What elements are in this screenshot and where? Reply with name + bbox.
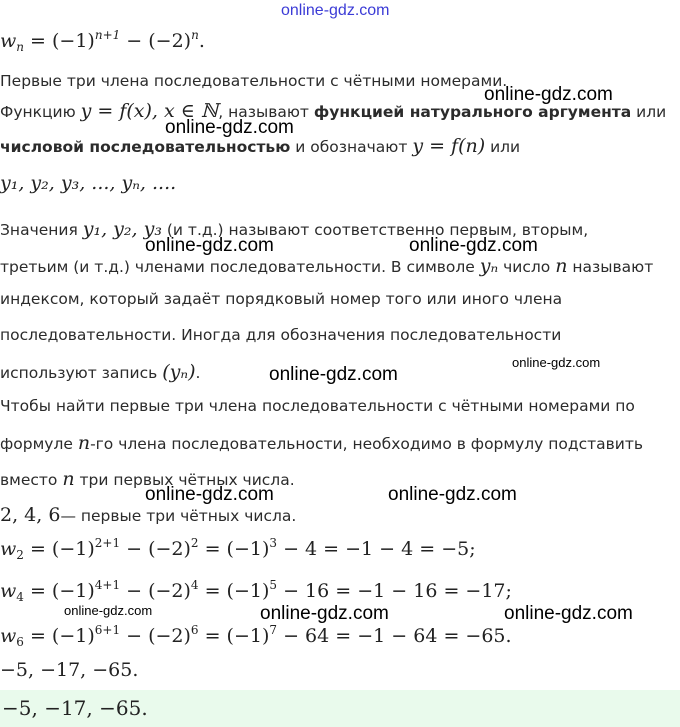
- watermark-top: online-gdz.com: [281, 2, 390, 19]
- watermark: online-gdz.com: [145, 484, 274, 505]
- watermark: online-gdz.com: [388, 484, 517, 505]
- watermark: online-gdz.com: [64, 603, 153, 618]
- watermark: online-gdz.com: [409, 235, 538, 256]
- watermark: online-gdz.com: [260, 603, 389, 624]
- formula-w6: $w_6 = (-1)^{6+1} - (-2)^6 = (-1)^7 - 64 = -1 - 64 = -65$.: [0, 623, 512, 649]
- watermark: online-gdz.com: [165, 117, 294, 138]
- watermark: online-gdz.com: [269, 364, 398, 385]
- values-line-4: последовательности. Иногда для обозначения последовательности: [0, 326, 562, 344]
- values-line-3: индексом, который задаёт порядковый номер того или иного члена: [0, 290, 563, 308]
- formula-wn: $w_n = (-1)^{n+1} - (-2)^n$.: [0, 28, 205, 54]
- answer-line: −5, −17, −65.: [2, 696, 148, 720]
- watermark: online-gdz.com: [484, 84, 613, 105]
- formula-w2: $w_2 = (-1)^{2+1} - (-2)^2 = (-1)^3 - 4 = -1 - 4 = -5$;: [0, 536, 476, 562]
- method-line-1: Чтобы найти первые три члена последовательности с чётными номерами по: [0, 397, 635, 415]
- answer-box: [0, 690, 680, 727]
- method-line-2: формуле n-го члена последовательности, необходимо в формулу подставить: [0, 432, 644, 454]
- values-line-2: третьим (и т.д.) членами последовательности. В символе yₙ число n называют: [0, 255, 654, 277]
- task-line: Первые три члена последовательности с чётными номерами.: [0, 72, 508, 90]
- values-line-5: используют запись (yₙ).: [0, 361, 201, 383]
- watermark: online-gdz.com: [504, 603, 633, 624]
- formula-w4: $w_4 = (-1)^{4+1} - (-2)^4 = (-1)^5 - 16 = -1 - 16 = -17$;: [0, 578, 512, 604]
- result-line: −5, −17, −65.: [0, 659, 139, 681]
- values-line-1: Значения y₁, y₂, y₃ (и т.д.) называют соответственно первым, вторым,: [0, 218, 589, 240]
- method-line-3: вместо n три первых чётных числа.: [0, 468, 295, 490]
- watermark: online-gdz.com: [145, 235, 274, 256]
- definition-line-2: числовой последовательностью и обозначают y = f(n) или: [0, 135, 521, 157]
- even-numbers-line: 2, 4, 6— первые три чётных числа.: [0, 504, 297, 526]
- watermark: online-gdz.com: [512, 355, 601, 370]
- definition-line-1: Функцию y = f(x), x ∈ ℕ, называют функцией натурального аргумента или: [0, 100, 667, 122]
- sequence-notation: y₁, y₂, y₃, ..., yₙ, ....: [0, 172, 177, 194]
